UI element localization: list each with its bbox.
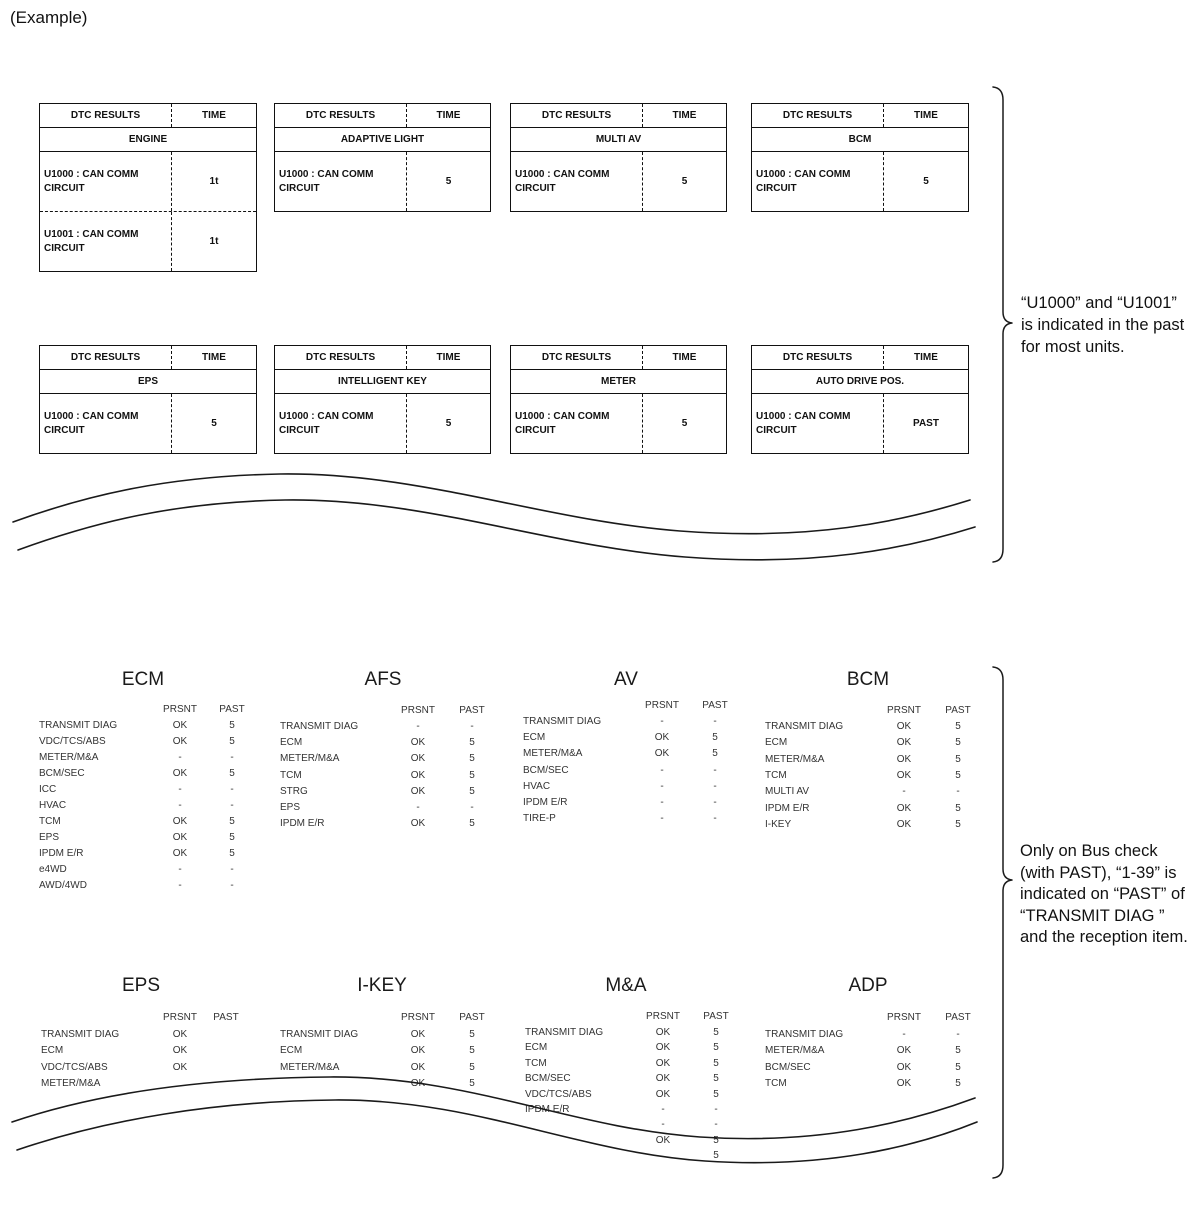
bus-row-item: MULTI AV	[765, 786, 810, 798]
prsnt-column-header: PRSNT	[887, 705, 921, 716]
past-value: 5	[713, 1042, 719, 1054]
past-value: 5	[955, 1077, 961, 1089]
prsnt-value: -	[416, 721, 420, 732]
prsnt-value: OK	[172, 1029, 188, 1040]
prsnt-value: OK	[655, 1134, 671, 1146]
unit-name: ENGINE	[40, 128, 256, 152]
bus-row-item: TRANSMIT DIAG	[523, 716, 602, 727]
dtc-time: 5	[681, 418, 688, 429]
prsnt-value: -	[178, 800, 182, 811]
bus-row-item: HVAC	[523, 780, 551, 792]
prsnt-value: OK	[172, 768, 188, 779]
bus-row-item: TCM	[765, 1077, 787, 1089]
prsnt-value: OK	[896, 1061, 912, 1073]
past-value: 5	[469, 753, 475, 765]
dtc-time: 5	[445, 418, 452, 429]
bus-table-title: AFS	[364, 669, 402, 690]
past-column-header: PAST	[945, 705, 971, 716]
note-line: Only on Bus check	[1020, 842, 1158, 860]
past-value: 5	[713, 1027, 719, 1038]
past-column-header: PAST	[459, 705, 485, 716]
prsnt-value: OK	[172, 736, 188, 747]
top-curly-brace	[993, 87, 1012, 562]
past-value: 5	[229, 720, 235, 731]
dtc-results-header: DTC RESULTS	[752, 104, 884, 127]
past-value: 5	[712, 732, 718, 744]
dtc-code: U1000 : CAN COMM CIRCUIT	[752, 152, 884, 211]
bus-row-item: EPS	[280, 802, 301, 813]
unit-name: METER	[511, 370, 726, 394]
prsnt-value: -	[178, 784, 182, 795]
past-value: 5	[955, 802, 961, 814]
dtc-code: U1000 : CAN COMM CIRCUIT	[275, 152, 407, 211]
dtc-code: U1000 : CAN COMM CIRCUIT	[511, 394, 643, 453]
dtc-code: U1000 : CAN COMM CIRCUIT	[511, 152, 643, 211]
dtc-results-header: DTC RESULTS	[511, 346, 643, 369]
bus-row-item: ICC	[39, 784, 57, 795]
past-value: 5	[469, 785, 475, 797]
past-value: -	[230, 880, 234, 891]
bus-row-item: METER/M&A	[523, 748, 583, 760]
prsnt-value: -	[416, 802, 420, 813]
bus-row-item: BCM/SEC	[39, 768, 85, 779]
past-column-header: PAST	[945, 1012, 971, 1023]
dtc-code: U1001 : CAN COMM CIRCUIT	[40, 212, 172, 271]
past-value: 5	[469, 1029, 475, 1040]
past-value: 5	[955, 1045, 961, 1057]
past-value: -	[230, 752, 234, 763]
dtc-code: U1000 : CAN COMM CIRCUIT	[40, 152, 172, 211]
dtc-time: 1t	[209, 176, 219, 187]
prsnt-column-header: PRSNT	[163, 1012, 197, 1023]
past-value: 5	[713, 1134, 719, 1146]
bus-row-item: HVAC	[39, 800, 67, 811]
prsnt-value: OK	[896, 769, 912, 781]
bus-row-item: ECM	[41, 1045, 64, 1057]
bus-table-title: M&A	[605, 975, 647, 996]
bottom-break-line-lower	[17, 1100, 977, 1163]
past-value: 5	[955, 721, 961, 732]
unit-name: MULTI AV	[511, 128, 726, 152]
prsnt-value: OK	[410, 1045, 426, 1057]
dtc-results-header: DTC RESULTS	[752, 346, 884, 369]
prsnt-column-header: PRSNT	[645, 700, 679, 711]
bus-row-item: ECM	[280, 1045, 303, 1057]
prsnt-value: -	[178, 880, 182, 891]
bus-row-item: TCM	[39, 816, 61, 827]
bus-row-item: I-KEY	[765, 818, 792, 830]
note-line: for most units.	[1021, 338, 1125, 356]
bus-row-item: TCM	[765, 769, 787, 781]
prsnt-value: OK	[655, 1088, 671, 1100]
prsnt-value: OK	[896, 721, 912, 732]
bus-row-item: IPDM E/R	[39, 848, 84, 859]
bus-row-item: VDC/TCS/ABS	[41, 1061, 108, 1073]
past-value: 5	[955, 818, 961, 830]
bus-row-item: VDC/TCS/ABS	[525, 1088, 592, 1100]
prsnt-value: -	[660, 813, 664, 825]
dtc-results-header: DTC RESULTS	[275, 346, 407, 369]
bus-row-item: TRANSMIT DIAG	[280, 721, 359, 732]
prsnt-value: OK	[172, 832, 188, 843]
prsnt-value: OK	[410, 737, 426, 749]
past-value: -	[714, 1104, 718, 1115]
bus-row-item: METER/M&A	[765, 753, 825, 765]
prsnt-value: -	[902, 786, 906, 798]
bottom-break-line-upper	[12, 1077, 975, 1139]
bus-row-item: IPDM E/R	[765, 802, 810, 814]
note-line: “U1000” and “U1001”	[1021, 294, 1177, 312]
prsnt-value: OK	[410, 769, 426, 781]
prsnt-value: OK	[410, 1061, 426, 1073]
past-value: 5	[229, 768, 235, 779]
past-value: 5	[469, 1077, 475, 1089]
time-header: TIME	[202, 352, 226, 363]
dtc-code: U1000 : CAN COMM CIRCUIT	[40, 394, 172, 453]
bottom-break-mark	[12, 1077, 977, 1163]
past-value: -	[470, 721, 474, 732]
prsnt-value: OK	[655, 1027, 671, 1038]
past-value: 5	[469, 769, 475, 781]
prsnt-value: OK	[172, 848, 188, 859]
prsnt-value: OK	[654, 748, 670, 760]
past-column-header: PAST	[703, 1011, 729, 1022]
prsnt-value: OK	[410, 785, 426, 797]
time-header: TIME	[672, 352, 697, 363]
time-header: TIME	[914, 352, 938, 363]
dtc-time: 5	[681, 176, 688, 187]
past-value: -	[230, 800, 234, 811]
prsnt-value: OK	[172, 720, 188, 731]
unit-name: ADAPTIVE LIGHT	[275, 128, 490, 152]
time-header: TIME	[436, 352, 461, 363]
past-value: 5	[955, 1061, 961, 1073]
dtc-results-header: DTC RESULTS	[275, 104, 407, 127]
time-header: TIME	[436, 110, 461, 121]
time-header: TIME	[914, 110, 938, 121]
past-value: 5	[469, 1045, 475, 1057]
bus-row-item: STRG	[280, 785, 308, 797]
bus-row-item: METER/M&A	[39, 752, 99, 763]
top-break-mark	[13, 474, 975, 560]
prsnt-value: OK	[896, 1077, 912, 1089]
prsnt-value: OK	[655, 1057, 671, 1069]
dtc-time: 5	[445, 176, 452, 187]
past-value: -	[956, 1029, 960, 1040]
bus-row-item: TRANSMIT DIAG	[525, 1027, 604, 1038]
prsnt-column-header: PRSNT	[163, 704, 197, 715]
bus-row-item: TRANSMIT DIAG	[765, 1029, 844, 1040]
note-line: is indicated in the past	[1021, 316, 1185, 334]
past-column-header: PAST	[213, 1012, 239, 1023]
prsnt-value: -	[660, 764, 664, 776]
prsnt-column-header: PRSNT	[401, 1012, 435, 1023]
bus-row-item: METER/M&A	[280, 1061, 340, 1073]
prsnt-value: OK	[655, 1042, 671, 1054]
past-value: 5	[229, 832, 235, 843]
past-column-header: PAST	[459, 1012, 485, 1023]
past-value: -	[230, 864, 234, 875]
prsnt-value: OK	[172, 1045, 188, 1057]
bus-row-item: VDC/TCS/ABS	[39, 736, 106, 747]
bus-row-item: METER/M&A	[765, 1045, 825, 1057]
prsnt-value: OK	[410, 818, 426, 830]
past-value: 5	[713, 1150, 719, 1162]
prsnt-value: OK	[410, 1029, 426, 1040]
unit-name: EPS	[40, 370, 256, 394]
bus-row-item: ECM	[280, 737, 303, 749]
bus-table-title: ADP	[848, 975, 888, 996]
bus-row-item: TCM	[280, 769, 302, 781]
dtc-time: 5	[923, 176, 929, 187]
prsnt-value: OK	[172, 1061, 188, 1073]
bus-row-item: BCM/SEC	[765, 1061, 811, 1073]
past-value: 5	[955, 737, 961, 749]
past-value: -	[713, 764, 717, 776]
prsnt-value: OK	[654, 732, 670, 744]
past-column-header: PAST	[219, 704, 245, 715]
past-value: 5	[713, 1073, 719, 1085]
bus-row-item: IPDM E/R	[523, 797, 568, 808]
bus-table-title: ECM	[121, 669, 165, 690]
prsnt-value: OK	[896, 1045, 912, 1057]
past-value: 5	[955, 753, 961, 765]
past-value: 5	[469, 818, 475, 830]
bus-row-item: TRANSMIT DIAG	[41, 1029, 120, 1040]
past-value: 5	[229, 848, 235, 859]
dtc-code: U1000 : CAN COMM CIRCUIT	[275, 394, 407, 453]
note-line: indicated on “PAST” of	[1020, 885, 1185, 903]
past-value: -	[713, 780, 717, 792]
prsnt-value: OK	[896, 818, 912, 830]
bus-row-item: METER/M&A	[41, 1077, 101, 1089]
prsnt-value: -	[178, 864, 182, 875]
dtc-results-header: DTC RESULTS	[40, 346, 172, 369]
prsnt-value: -	[660, 716, 664, 727]
bus-row-item: TIRE-P	[523, 813, 556, 825]
prsnt-column-header: PRSNT	[401, 705, 435, 716]
bus-row-item: TRANSMIT DIAG	[39, 720, 118, 731]
past-value: 5	[469, 737, 475, 749]
prsnt-value: -	[661, 1119, 665, 1131]
dtc-code: U1000 : CAN COMM CIRCUIT	[752, 394, 884, 453]
dtc-time: 1t	[209, 236, 219, 247]
past-column-header: PAST	[702, 700, 728, 711]
bus-row-item: ECM	[523, 732, 546, 744]
past-value: -	[713, 813, 717, 825]
bus-row-item: AWD/4WD	[39, 880, 87, 891]
prsnt-value: OK	[410, 1077, 426, 1089]
prsnt-value: OK	[172, 816, 188, 827]
unit-name: BCM	[752, 128, 968, 152]
dtc-results-header: DTC RESULTS	[511, 104, 643, 127]
prsnt-value: -	[660, 797, 664, 808]
note-line: “TRANSMIT DIAG ”	[1020, 906, 1165, 925]
prsnt-value: OK	[896, 737, 912, 749]
past-value: 5	[955, 769, 961, 781]
prsnt-value: -	[660, 780, 664, 792]
bus-table-title: I-KEY	[357, 975, 407, 996]
unit-name: AUTO DRIVE POS.	[752, 370, 968, 394]
bus-row-item: BCM/SEC	[523, 764, 569, 776]
bus-table-title: AV	[614, 669, 638, 690]
note-line: and the reception item.	[1020, 928, 1188, 946]
bus-row-item: METER/M&A	[280, 753, 340, 765]
bus-table-title: BCM	[846, 669, 890, 690]
bus-row-item: ECM	[525, 1042, 548, 1054]
past-value: 5	[229, 816, 235, 827]
prsnt-value: OK	[410, 753, 426, 765]
example-label: (Example)	[10, 8, 88, 27]
bus-table-title: EPS	[121, 975, 161, 996]
bus-row-item: e4WD	[39, 864, 67, 875]
past-value: -	[713, 797, 717, 808]
past-value: 5	[713, 1057, 719, 1069]
past-value: -	[713, 716, 717, 727]
past-value: 5	[469, 1061, 475, 1073]
prsnt-column-header: PRSNT	[646, 1011, 680, 1022]
bus-row-item: TCM	[525, 1057, 547, 1069]
time-header: TIME	[672, 110, 697, 121]
bus-row-item: EPS	[39, 832, 60, 843]
prsnt-value: OK	[896, 753, 912, 765]
unit-name: INTELLIGENT KEY	[275, 370, 490, 394]
past-value: 5	[712, 748, 718, 760]
prsnt-value: -	[661, 1104, 665, 1115]
past-value: -	[230, 784, 234, 795]
bottom-curly-brace	[993, 667, 1012, 1178]
bus-row-item: TRANSMIT DIAG	[765, 721, 844, 732]
note-line: (with PAST), “1-39” is	[1020, 863, 1177, 882]
past-value: -	[470, 802, 474, 813]
prsnt-value: OK	[655, 1073, 671, 1085]
past-value: -	[956, 786, 960, 798]
past-value: 5	[713, 1088, 719, 1100]
prsnt-value: OK	[896, 802, 912, 814]
time-header: TIME	[202, 110, 226, 121]
dtc-time: PAST	[913, 418, 939, 429]
past-value: 5	[229, 736, 235, 747]
prsnt-value: -	[178, 752, 182, 763]
past-value: -	[714, 1119, 718, 1131]
bus-row-item: TRANSMIT DIAG	[280, 1029, 359, 1040]
prsnt-column-header: PRSNT	[887, 1012, 921, 1023]
bus-row-item: IPDM E/R	[280, 818, 325, 830]
bus-row-item: BCM/SEC	[525, 1073, 571, 1085]
bus-row-item: ECM	[765, 737, 788, 749]
bus-row-item: IPDM E/R	[525, 1104, 570, 1115]
dtc-results-header: DTC RESULTS	[40, 104, 172, 127]
prsnt-value: -	[902, 1029, 906, 1040]
dtc-time: 5	[211, 418, 217, 429]
